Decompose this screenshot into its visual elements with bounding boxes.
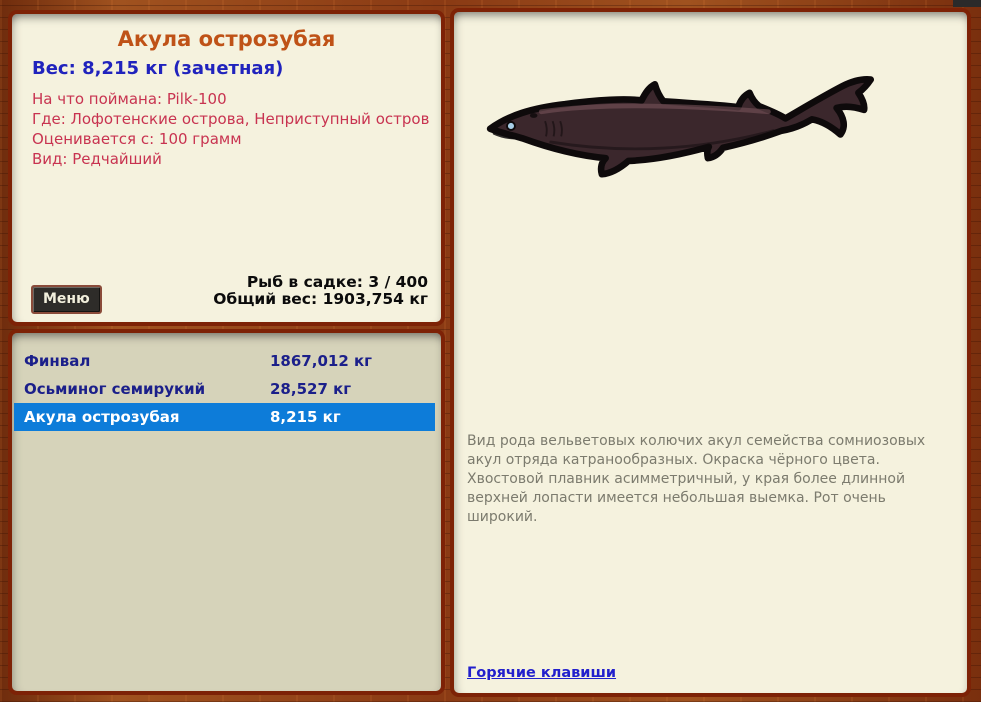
list-item[interactable] [14,403,435,431]
fish-name: Финвал [24,352,91,370]
hotkeys-link[interactable]: Горячие клавиши [467,665,617,681]
list-item[interactable] [14,375,435,403]
shark-spiracle [530,113,538,118]
detail-line: Оценивается с: 100 грамм [32,130,242,148]
fish-name: Акула острозубая [24,408,180,426]
detail-line: На что поймана: Pilk-100 [32,90,227,108]
shark-illustration [476,72,900,214]
fish-description: Вид рода вельветовых колючих акул семейства сомниозовых акул отряда катранообразных. Окраска чёрного цвета. Хвостовой плавник асимметричный, у края более длинной верхней лопасти имеется небольшая выемка. Рот очень широкий. [467,433,926,525]
fish-weight-line: Вес: 8,215 кг (зачетная) [32,58,284,79]
fish-title: Акула острозубая [117,27,336,51]
list-item[interactable] [14,347,435,375]
detail-line: Где: Лофотенские острова, Неприступный остров [32,110,430,128]
shark-eye [507,122,515,130]
fish-weight: 28,527 кг [270,380,352,398]
menu-button[interactable]: Меню [31,285,102,314]
cage-total-weight: Общий вес: 1903,754 кг [213,290,428,308]
fish-details-panel [450,8,971,697]
cage-count: Рыб в садке: 3 / 400 [246,273,428,291]
cage-fish-list [8,329,445,695]
window-edge-artifact [953,0,981,7]
detail-line: Вид: Редчайший [32,150,162,168]
cage-totals [213,274,428,308]
catch-details [32,89,434,169]
catch-info-panel [8,10,445,326]
fish-weight: 8,215 кг [270,408,341,426]
info-bottom-row [31,274,428,314]
fish-name: Осьминог семирукий [24,380,206,398]
fish-weight: 1867,012 кг [270,352,372,370]
